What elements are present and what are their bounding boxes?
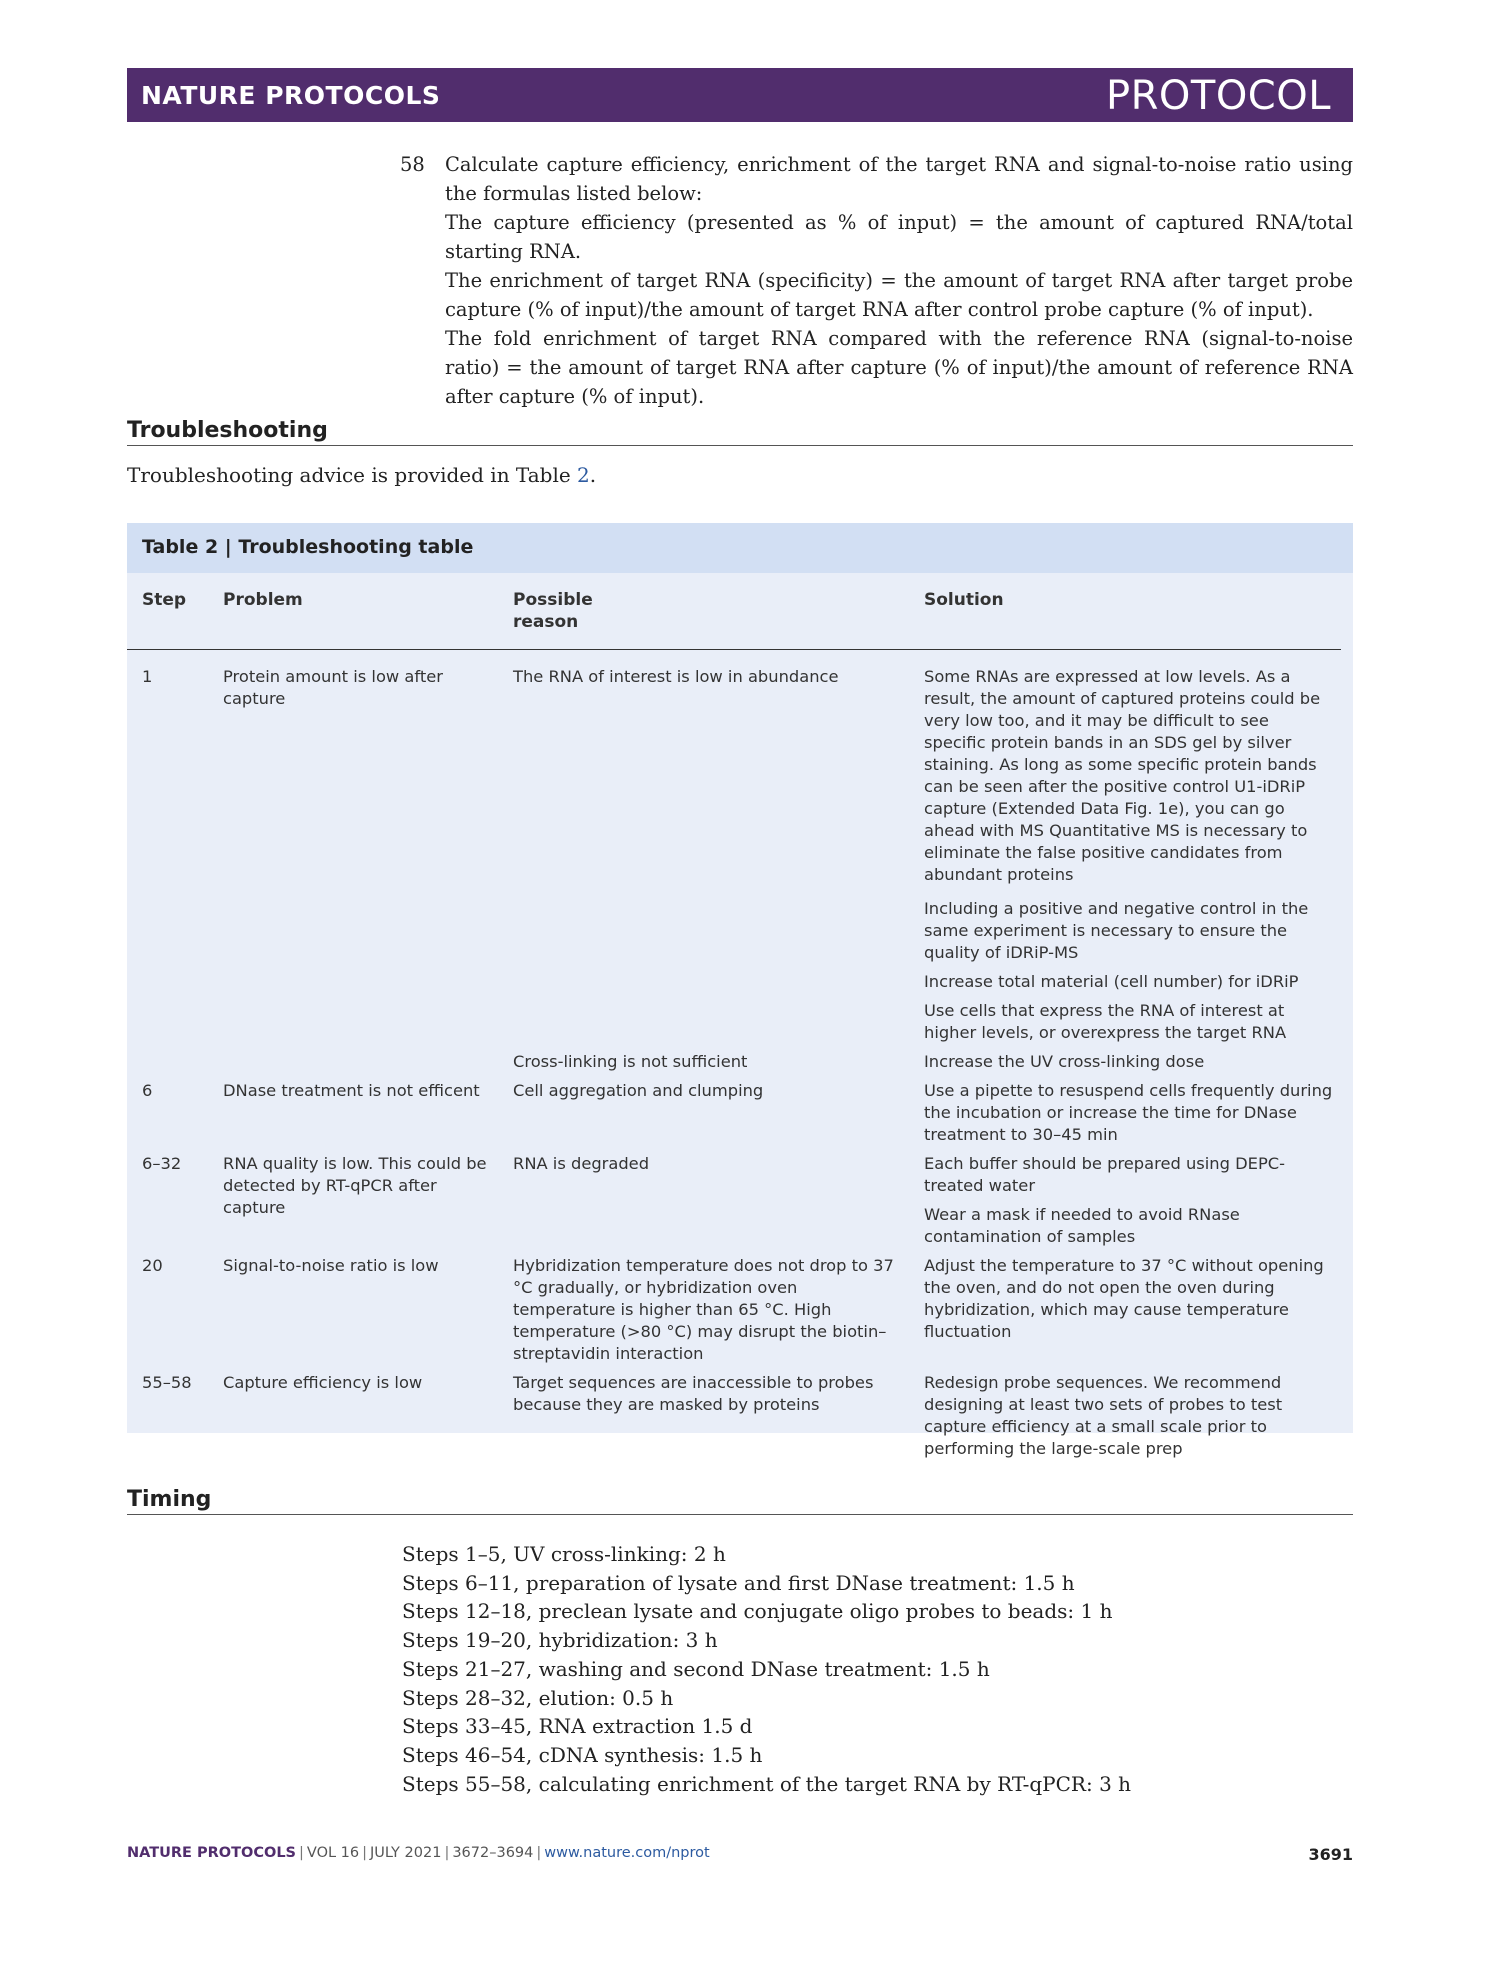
step-paragraph: Calculate capture efficiency, enrichment of the target RNA and signal-to-noise ratio using the formulas listed below: xyxy=(445,153,1353,205)
table-cell-problem: Signal-to-noise ratio is low xyxy=(223,1256,439,1275)
table-cell-problem: Protein amount is low after capture xyxy=(223,667,443,708)
table-cell-solution: Including a positive and negative control in the same experiment is necessary to ensure the quality of iDRiP-MS xyxy=(924,899,1309,962)
step-paragraph: The fold enrichment of target RNA compared with the reference RNA (signal-to-noise ratio) = the amount of target RNA after capture (% of input)/the amount of reference RNA after capture (% of input). xyxy=(445,327,1353,408)
footer-journal: NATURE PROTOCOLS xyxy=(127,1845,297,1861)
timing-item: Steps 55–58, calculating enrichment of the target RNA by RT-qPCR: 3 h xyxy=(402,1771,1132,1796)
table-cell-step: 6 xyxy=(142,1081,153,1100)
table-cell-solution: Increase the UV cross-linking dose xyxy=(924,1052,1205,1071)
table-cell-solution: Redesign probe sequences. We recommend designing at least two sets of probes to test capture efficiency at a small scale prior to performing the large-scale prep xyxy=(924,1373,1283,1458)
footer-pages: 3672–3694 xyxy=(452,1845,534,1861)
table-cell-problem: DNase treatment is not efficent xyxy=(223,1081,480,1100)
table-cell-step: 55–58 xyxy=(142,1373,192,1392)
table-cell-solution: Increase total material (cell number) for iDRiP xyxy=(924,972,1299,991)
footer-url-link[interactable]: www.nature.com/nprot xyxy=(544,1845,710,1861)
table-cell-solution: Adjust the temperature to 37 °C without opening the oven, and do not open the oven during hybridization, which may cause temperature fluctuation xyxy=(924,1256,1324,1341)
timing-list xyxy=(402,1540,1131,1798)
journal-header-bar xyxy=(127,68,1353,122)
timing-item: Steps 46–54, cDNA synthesis: 1.5 h xyxy=(402,1742,763,1767)
table-cell-solution: Each buffer should be prepared using DEPC-treated water xyxy=(924,1154,1286,1195)
step-paragraph: The capture efficiency (presented as % of input) = the amount of captured RNA/total starting RNA. xyxy=(445,211,1353,263)
table-cell-reason: Hybridization temperature does not drop to 37 °C gradually, or hybridization oven temperature is higher than 65 °C. High temperature (>80 °C) may disrupt the biotin–streptavidin interaction xyxy=(513,1256,894,1363)
table-cell-reason: Target sequences are inaccessible to probes because they are masked by proteins xyxy=(513,1373,874,1414)
article-type: PROTOCOL xyxy=(1105,73,1331,119)
footer-volume: VOL 16 xyxy=(306,1845,360,1861)
table-cell-solution: Wear a mask if needed to avoid RNase contamination of samples xyxy=(924,1205,1240,1246)
timing-heading: Timing xyxy=(127,1487,1353,1515)
table-cell-step: 1 xyxy=(142,667,153,686)
table-cell-problem: Capture efficiency is low xyxy=(223,1373,423,1392)
timing-item: Steps 12–18, preclean lysate and conjugate oligo probes to beads: 1 h xyxy=(402,1599,1113,1624)
intro-end: . xyxy=(589,463,597,487)
table-cell-reason: The RNA of interest is low in abundance xyxy=(513,667,839,686)
timing-item: Steps 21–27, washing and second DNase treatment: 1.5 h xyxy=(402,1656,990,1681)
intro-text: Troubleshooting advice is provided in Table xyxy=(127,463,578,487)
timing-item: Steps 33–45, RNA extraction 1.5 d xyxy=(402,1714,753,1739)
journal-name: NATURE PROTOCOLS xyxy=(141,81,441,110)
step-58 xyxy=(400,150,1353,411)
timing-item: Steps 19–20, hybridization: 3 h xyxy=(402,1628,718,1653)
page-footer: NATURE PROTOCOLS | VOL 16 | JULY 2021 | 3672–3694 | www.nature.com/nprot 3691 xyxy=(127,1845,1353,1864)
table-cell-solution: Some RNAs are expressed at low levels. As a result, the amount of captured proteins could be very low too, and it may be difficult to see specific protein bands in an SDS gel by silver staining. As long as some specific protein bands can be seen after the positive control U1-iDRiP capture (Extended Data Fig. 1e), you can go ahead with MS Quantitative MS is necessary to eliminate the false positive candidates from abundant proteins xyxy=(924,667,1321,884)
table-cell-step: 20 xyxy=(142,1256,163,1275)
timing-item: Steps 1–5, UV cross-linking: 2 h xyxy=(402,1542,726,1566)
table-cell-reason: RNA is degraded xyxy=(513,1154,650,1173)
footer-date: JULY 2021 xyxy=(370,1845,442,1861)
step-paragraph: The enrichment of target RNA (specificity) = the amount of target RNA after target probe capture (% of input)/the amount of target RNA after control probe capture (% of input). xyxy=(445,269,1353,321)
step-number: 58 xyxy=(400,153,425,176)
table-cell-problem: RNA quality is low. This could be detected by RT-qPCR after capture xyxy=(223,1154,487,1217)
troubleshooting-intro xyxy=(127,463,596,487)
troubleshooting-heading: Troubleshooting xyxy=(127,418,1353,446)
table-2-link[interactable]: 2 xyxy=(577,463,590,487)
page-number: 3691 xyxy=(1308,1845,1353,1864)
table-caption-bar xyxy=(127,523,1353,573)
table-cell-reason: Cell aggregation and clumping xyxy=(513,1081,764,1100)
timing-item: Steps 28–32, elution: 0.5 h xyxy=(402,1685,674,1710)
table-caption: Table 2 | Troubleshooting table xyxy=(142,536,474,558)
table-cell-reason: Cross-linking is not sufficient xyxy=(513,1052,748,1071)
table-cell-step: 6–32 xyxy=(142,1154,182,1173)
troubleshooting-table: Table 2 | Troubleshooting table Step Problem Possible reason Solution 1 Protein amount is low after capture The RNA of interest is low in abundance Some RNAs are expressed at low levels. As a result, the amount of captured proteins could be very low too, and it may be difficult to see specific protein bands in an SDS gel by silver staining. As long as some specific protein bands can be seen after the positive control U1-iDRiP capture (Extended Data Fig. 1e), you can go ahead with MS Quantitative MS is necessary to eliminate the false positive candidates from abundant proteins Including a positive and negative control in the same experiment is necessary to ensure the quality of iDRiP-MS Increase total material (cell number) for iDRiP Use cells that express the RNA of interest at higher levels, or overexpress the target RNA Cross-linking is not sufficient Increase the UV cross-linking dose 6 DNase treatment is not efficent Cell aggregation and clumping Use a pipette to resuspend cells frequently during the incubation or increase the time for DNase treatment to 30–45 min 6–32 RNA quality is low. This could be detected by RT-qPCR after capture RNA is degraded Each buffer should be prepared using DEPC-treated water Wear a mask if needed to avoid RNase contamination of samples 20 Signal-to-noise ratio is low Hybridization temperature does not drop to 37 °C gradually, or hybridization oven temperature is higher than 65 °C. High temperature (>80 °C) may disrupt the biotin–streptavidin interaction Adjust the temperature to 37 °C without opening the oven, and do not open the oven during hybridization, which may cause temperature fluctuation 55–58 Capture efficiency is low Target sequences are inaccessible to probes because they are masked by proteins Redesign probe sequences. We recommend designing at least two sets of probes to test capture efficiency at a small scale prior to performing the large-scale prep xyxy=(127,523,1353,1433)
timing-item: Steps 6–11, preparation of lysate and first DNase treatment: 1.5 h xyxy=(402,1570,1075,1595)
table-cell-solution: Use cells that express the RNA of interest at higher levels, or overexpress the target RNA xyxy=(924,1001,1287,1042)
header-rule xyxy=(127,649,1341,650)
table-cell-solution: Use a pipette to resuspend cells frequently during the incubation or increase the time for DNase treatment to 30–45 min xyxy=(924,1081,1333,1144)
